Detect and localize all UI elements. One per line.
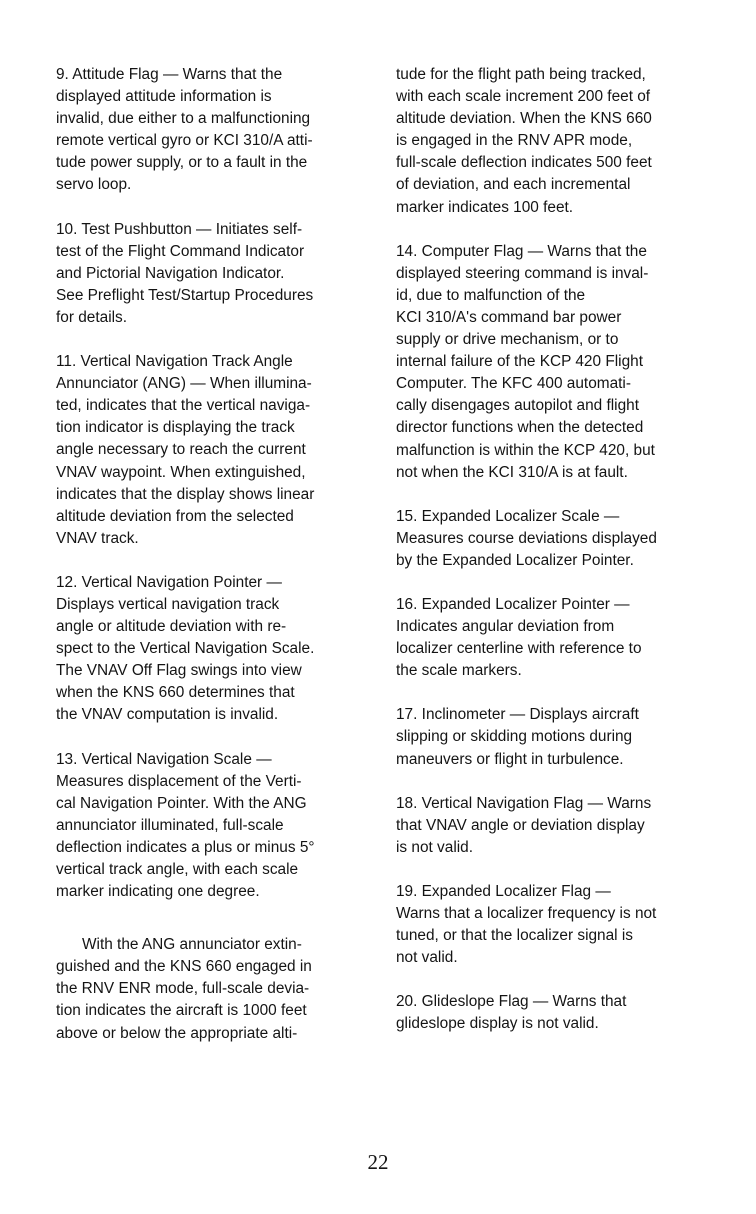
item-10-test-pushbutton: 10. Test Pushbutton — Initiates self- test of the Flight Command Indicator and Pictorial Navigation Indicator. See Preflight Test/Startup Procedures for details. [56, 220, 314, 326]
item-13-vertical-navigation-scale: 13. Vertical Navigation Scale — Measures displacement of the Verti- cal Navigation Pointer. With the ANG annunciator illuminated, full-scale deflection indicates a plus or minus 5° vertical track angle, with each scale marker indicating one degree. [56, 750, 315, 901]
page-number: 22 [367, 1150, 389, 1174]
item-14-computer-flag: 14. Computer Flag — Warns that the displayed steering command is inval- id, due to malfunction of the KCI 310/A's command bar power supply or drive mechanism, or to internal failure of the KCP 420 Flight Computer. The KFC 400 automati- cally disengages autopilot and flight director functions when the detected malfunction is within the KCP 420, but not when the KCI 310/A is at fault. [396, 242, 655, 481]
item-20-glideslope-flag: 20. Glideslope Flag — Warns that glideslope display is not valid. [396, 993, 627, 1033]
left-column [56, 64, 366, 1045]
ang-annunciator-extinguished-paragraph: With the ANG annunciator extin- guished and the KNS 660 engaged in the RNV ENR mode, full-scale devia- tion indicates the aircraft is 1000 feet above or below the appropriate alti- [56, 936, 312, 1042]
altitude-deviation-continuation: tude for the flight path being tracked, with each scale increment 200 feet of altitude deviation. When the KNS 660 is engaged in the RNV APR mode, full-scale deflection indicates 500 feet of deviation, and each incremental marker indicates 100 feet. [396, 66, 652, 216]
item-18-vertical-navigation-flag: 18. Vertical Navigation Flag — Warns that VNAV angle or deviation display is not valid. [396, 794, 652, 856]
item-16-expanded-localizer-pointer: 16. Expanded Localizer Pointer — Indicates angular deviation from localizer centerline with reference to the scale markers. [396, 595, 642, 680]
item-15-expanded-localizer-scale: 15. Expanded Localizer Scale — Measures course deviations displayed by the Expanded Localizer Pointer. [396, 507, 657, 569]
item-19-expanded-localizer-flag: 19. Expanded Localizer Flag — Warns that a localizer frequency is not tuned, or that the localizer signal is not valid. [396, 882, 657, 967]
item-12-vertical-navigation-pointer: 12. Vertical Navigation Pointer — Displays vertical navigation track angle or altitude deviation with re- spect to the Vertical Navigation Scale. The VNAV Off Flag swings into view when the KNS 660 determines that the VNAV computation is invalid. [56, 573, 315, 724]
item-9-attitude-flag: 9. Attitude Flag — Warns that the displayed attitude information is invalid, due either to a malfunctioning remote vertical gyro or KCI 310/A atti- tude power supply, or to a fault in the servo loop. [56, 66, 313, 194]
item-17-inclinometer: 17. Inclinometer — Displays aircraft slipping or skidding motions during maneuvers or flight in turbulence. [396, 706, 639, 768]
right-column [396, 64, 708, 1035]
item-11-vertical-navigation-track-angle-annunciator: 11. Vertical Navigation Track Angle Annunciator (ANG) — When illumina- ted, indicates that the vertical naviga- tion indicator is displaying the track angle necessary to reach the current VNAV waypoint. When extinguished, indicates that the display shows linear altitude deviation from the selected VNAV track. [56, 353, 315, 547]
